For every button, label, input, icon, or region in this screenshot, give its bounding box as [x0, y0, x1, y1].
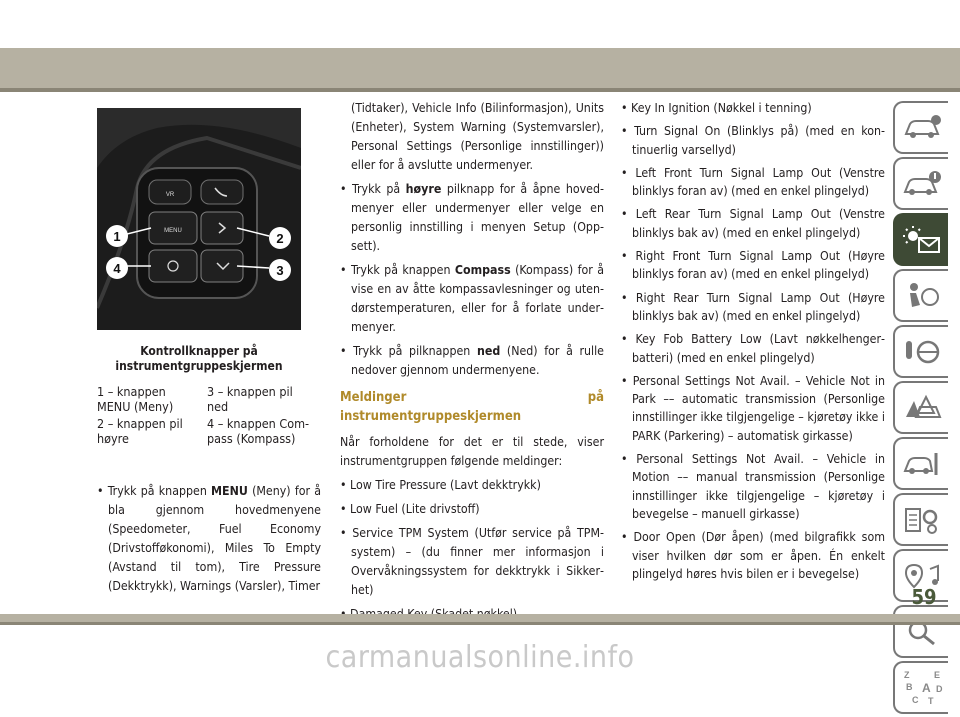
footer-stripe — [0, 622, 960, 625]
message-item: • Turn Signal On (Blinklys på) (med en kontinuerlig varsellyd) — [621, 124, 885, 157]
header-band — [0, 48, 960, 88]
message-item: • Low Tire Pressure (Lavt dekktrykk) — [340, 478, 541, 492]
callout-2: 2 — [276, 231, 284, 246]
page-number: 59 — [911, 585, 937, 609]
warning-triangle-icon — [902, 393, 942, 423]
message-item: • Door Open (Dør åpen) (med bilgrafikk som viser hvilken dør som er åpen. Én enkelt plingelyd høres hvis bilen er i bevegelse) — [621, 530, 885, 581]
tab-vehicle-info[interactable] — [893, 101, 948, 154]
header-stripe — [0, 88, 960, 92]
message-item: • Key In Ignition (Nøkkel i tenning) — [621, 101, 812, 115]
message-item: • Right Front Turn Signal Lamp Out (Høyre blinklys foran av) (med en enkel plingelyd) — [621, 249, 885, 282]
dashboard-warning-lights-icon — [901, 224, 943, 256]
bullet-compass: • Trykk på knappen Compass (Kompass) for å vise en av åtte kompassavlesninger og utendørstemperaturen, eller for å forlate undermenyer. — [340, 263, 605, 334]
svg-text:T: T — [927, 695, 933, 706]
message-item: • Right Rear Turn Signal Lamp Out (Høyre blinklys bak av) (med en enkel plingelyd) — [621, 290, 885, 323]
tab-safety[interactable] — [893, 269, 948, 322]
figure-caption — [97, 344, 301, 374]
car-warning-icon — [902, 170, 942, 198]
car-info-icon — [902, 114, 942, 142]
caption-line-1: Kontrollknapper på — [140, 344, 258, 358]
menu-continuation: (Tidtaker), Vehicle Info (Bilinformasjon), Units (Enheter), System Warning (Systemvarsler), Personal Settings (Personlige innstillinger)) eller for å avslutte undermenyer. — [351, 101, 604, 172]
key-cell-3: 3 – knappen pil ned — [207, 384, 293, 414]
message-item: • Personal Settings Not Avail. – Vehicle Not in Park –– automatic transmission (Personlige innstillinger ikke tilgjengelige – kjøretøy ikke i PARK (Parkering) – automatisk girkasse) — [621, 373, 886, 443]
tab-starting-operating[interactable] — [893, 325, 948, 378]
steering-wheel-illustration — [97, 108, 301, 330]
tab-technical[interactable] — [893, 493, 948, 546]
bullet-menu: • Trykk på knappen MENU (Meny) for å bla gjennom hovedmenyene (Speedometer, Fuel Economy (Drivstofføkonomi), Miles To Empty (Avstand til tom), Tire Pressure (Dekktrykk), Warnings (Varsler), Timer — [97, 484, 321, 593]
column-1-text — [97, 482, 321, 601]
watermark: carmanualsonline.info — [325, 640, 635, 675]
key-cell-2: 2 – knappen pil høyre — [97, 416, 183, 446]
footer-band — [0, 614, 960, 622]
callout-4: 4 — [113, 261, 121, 276]
svg-text:Z: Z — [903, 669, 909, 680]
car-wrench-icon — [902, 449, 942, 479]
steering-wheel-photo — [97, 108, 301, 330]
message-item: • Left Rear Turn Signal Lamp Out (Venstre blinklys bak av) (med en enkel plingelyd) — [621, 207, 885, 240]
svg-text:A: A — [921, 680, 931, 695]
tab-vehicle-warning[interactable] — [893, 157, 948, 210]
message-item: • Left Front Turn Signal Lamp Out (Venstre blinklys foran av) (med en enkel plingelyd) — [621, 165, 885, 199]
driver-airbag-icon — [902, 281, 942, 311]
message-item: • Service TPM System (Utfør service på TPM-system) – (du finner mer informasjon i Overvåkningssystem for dekktrykk i Sikkerhet) — [340, 526, 605, 597]
key-steering-wheel-icon — [902, 337, 942, 367]
svg-text:E: E — [933, 669, 940, 680]
message-item: • Key Fob Battery Low (Lavt nøkkelhengerbatteri) (med en enkel plingelyd) — [621, 332, 885, 365]
gear-list-icon — [902, 505, 942, 535]
svg-text:B: B — [905, 681, 912, 692]
tab-warning-lights[interactable] — [893, 213, 948, 266]
message-item: • Personal Settings Not Avail. – Vehicle in Motion –– manual transmission (Personlige innstillinger ikke tilgjengelige – kjøretøy i bevegelse – manuell girkasse) — [621, 452, 885, 521]
bullet-right-arrow: • Trykk på høyre pilknapp for å åpne hovedmenyer eller undermenyer eller velge en personlig innstilling i menyen Setup (Oppsett). — [340, 182, 604, 253]
vr-button-label: VR — [165, 192, 175, 198]
section-intro: Når forholdene for det er til stede, viser instrumentgruppen følgende meldinger: — [340, 435, 604, 468]
tab-emergency[interactable] — [893, 381, 948, 434]
svg-text:D: D — [935, 683, 942, 694]
column-2-text — [340, 99, 604, 629]
callout-1: 1 — [113, 229, 121, 244]
menu-button-label: MENU — [164, 228, 182, 234]
key-cell-1: 1 – knappen MENU (Meny) — [97, 384, 174, 414]
section-heading: Meldinger på instrumentgruppeskjermen — [340, 390, 604, 424]
bullet-down-arrow: • Trykk på pilknappen ned (Ned) for å rulle nedover gjennom undermenyene. — [340, 344, 604, 377]
message-item: • Low Fuel (Lite drivstoff) — [340, 502, 480, 516]
tab-servicing[interactable] — [893, 437, 948, 490]
column-3-text — [621, 99, 885, 588]
key-cell-4: 4 – knappen Com- pass (Kompass) — [207, 416, 310, 446]
caption-line-2: instrumentgruppeskjermen — [115, 359, 283, 373]
callout-3: 3 — [276, 263, 284, 278]
svg-text:C: C — [911, 694, 918, 705]
